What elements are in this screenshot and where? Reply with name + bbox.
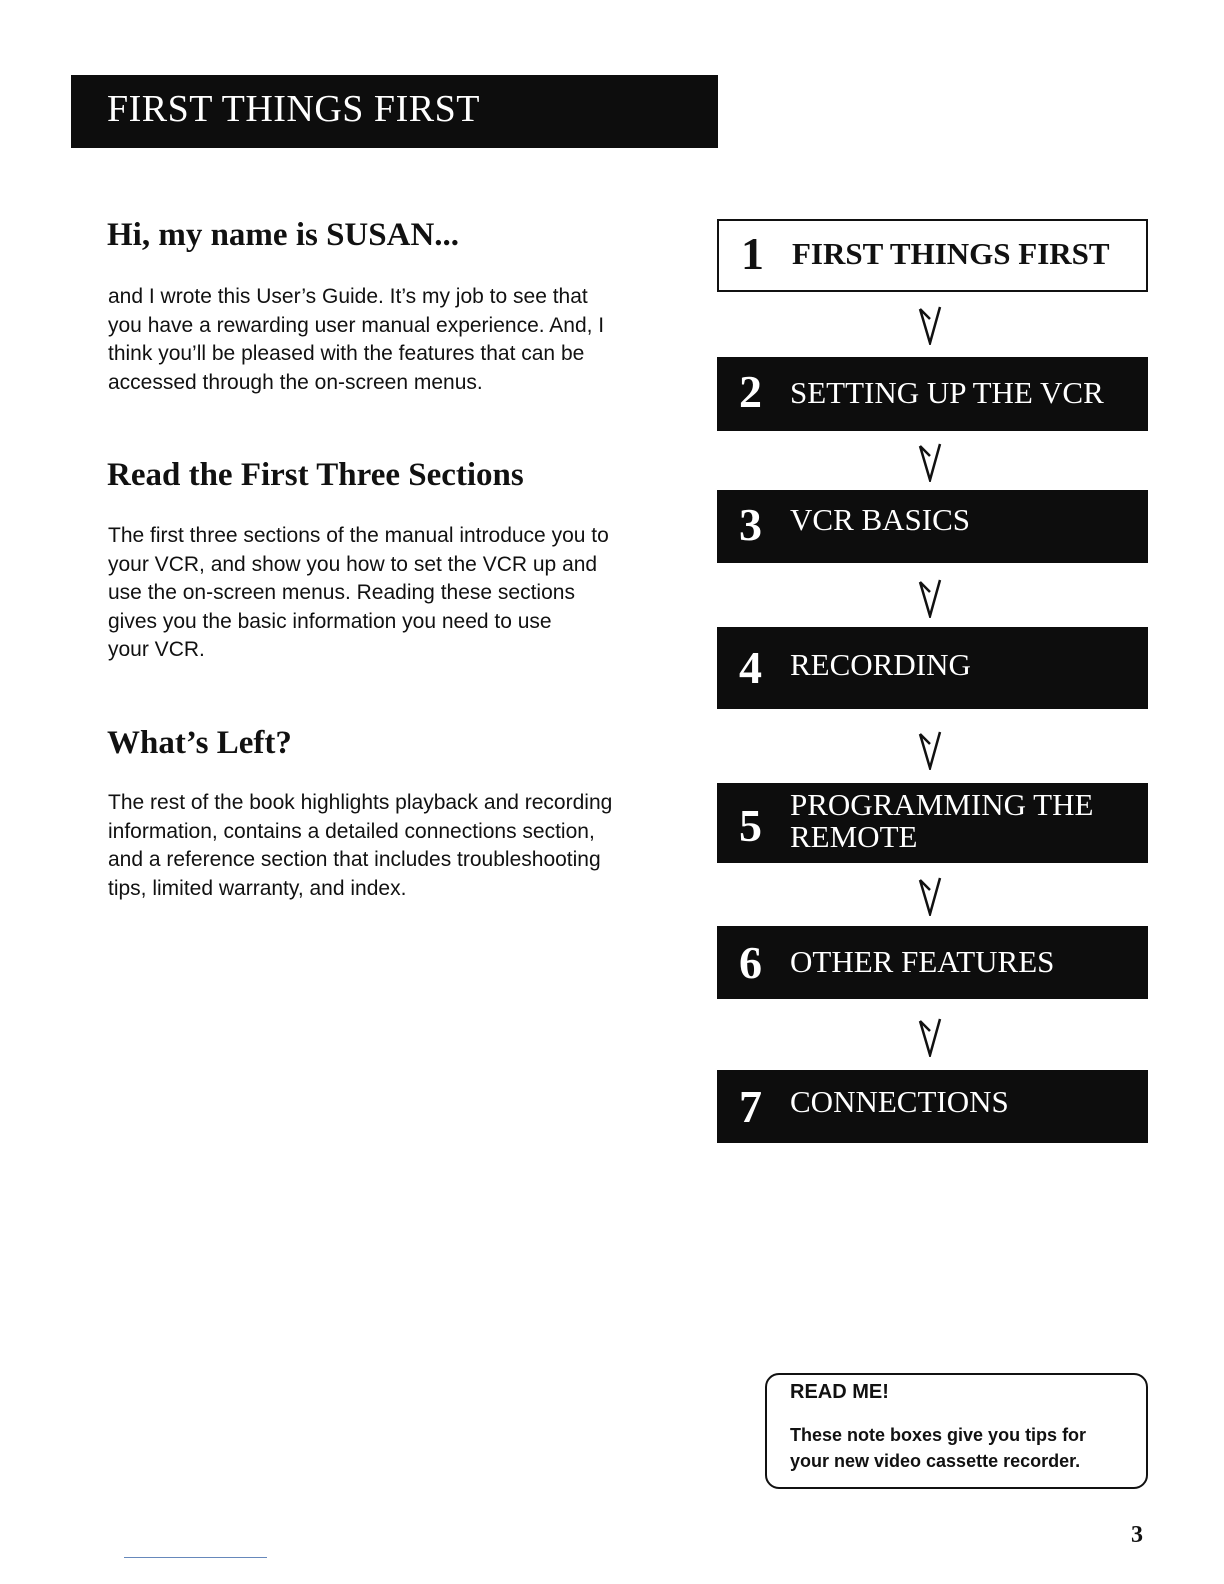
note-line: your new video cassette recorder. (790, 1451, 1081, 1471)
read-me-note-box (765, 1373, 1148, 1489)
paragraph-line: tips, limited warranty, and index. (108, 876, 407, 900)
section-banner (71, 75, 718, 148)
paragraph-line: The rest of the book highlights playback and recording (108, 791, 613, 814)
paragraph-line: gives you the basic information you need to use (108, 609, 552, 633)
step-label: PROGRAMMING THE (790, 787, 1094, 822)
step-number: 1 (741, 228, 764, 279)
heading-read-first: Read the First Three Sections (107, 457, 524, 493)
step-number: 3 (739, 499, 762, 550)
paragraph-line: your VCR, and show you how to set the VCR up and (108, 552, 598, 576)
step-label: SETTING UP THE VCR (790, 375, 1104, 410)
step-recording (717, 627, 1148, 709)
down-arrow-icon (918, 730, 942, 770)
step-connections (717, 1070, 1148, 1143)
paragraph-line: you have a rewarding user manual experience. And, I (108, 313, 605, 337)
down-arrow-icon (918, 305, 942, 345)
step-label: FIRST THINGS FIRST (792, 236, 1110, 271)
step-label-line-2: REMOTE (790, 819, 918, 854)
footer-rule (124, 1557, 267, 1558)
note-line: These note boxes give you tips for (790, 1425, 1087, 1445)
down-arrow-icon (918, 578, 942, 618)
paragraph-read-first (108, 522, 609, 665)
paragraph-line: information, contains a detailed connections section, (108, 819, 595, 843)
step-label: RECORDING (790, 647, 971, 682)
banner-title: FIRST THINGS FIRST (107, 88, 480, 130)
paragraph-line: think you’ll be pleased with the features that can be (108, 342, 585, 365)
heading-whats-left: What’s Left? (107, 725, 292, 761)
paragraph-line: and I wrote this User’s Guide. It’s my job to see that (108, 285, 588, 308)
step-label: OTHER FEATURES (790, 944, 1055, 979)
paragraph-intro (108, 283, 604, 397)
step-label: CONNECTIONS (790, 1084, 1009, 1119)
step-vcr-basics (717, 490, 1148, 563)
step-number: 6 (739, 937, 762, 988)
paragraph-line: use the on-screen menus. Reading these sections (108, 581, 575, 604)
paragraph-line: and a reference section that includes troubleshooting (108, 848, 601, 871)
step-number: 2 (739, 366, 762, 417)
step-first-things-first (717, 219, 1148, 292)
step-setting-up-the-vcr (717, 357, 1148, 431)
paragraph-whats-left (108, 789, 612, 903)
paragraph-line: accessed through the on-screen menus. (108, 370, 483, 394)
step-number: 7 (739, 1081, 762, 1132)
paragraph-line: The first three sections of the manual introduce you to (108, 524, 609, 547)
step-number: 5 (739, 800, 762, 851)
down-arrow-icon (918, 876, 942, 916)
note-body (790, 1422, 1086, 1474)
step-number: 4 (739, 642, 762, 693)
down-arrow-icon (918, 1017, 942, 1057)
note-title: READ ME! (790, 1381, 889, 1403)
heading-intro: Hi, my name is SUSAN... (107, 217, 460, 253)
paragraph-line: your VCR. (108, 638, 205, 661)
step-programming-the-remote (717, 783, 1148, 863)
step-label: VCR BASICS (790, 502, 971, 537)
down-arrow-icon (918, 442, 942, 482)
page-number: 3 (1131, 1522, 1143, 1548)
step-other-features (717, 926, 1148, 999)
